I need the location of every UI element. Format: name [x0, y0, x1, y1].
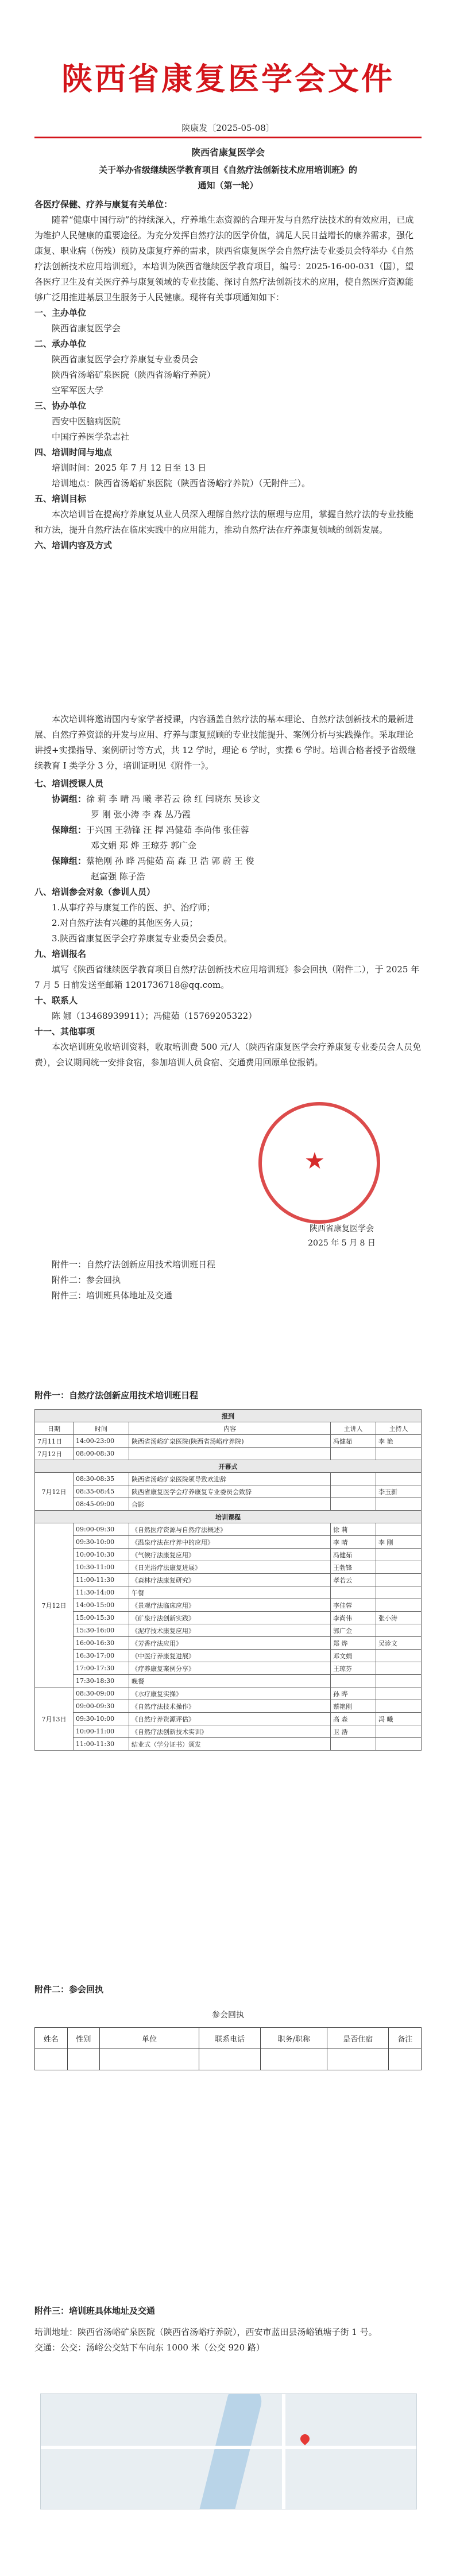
schedule-speaker [331, 1485, 376, 1498]
schedule-host: 冯 曦 [376, 1713, 422, 1725]
table-row [35, 1624, 422, 1637]
table-row [35, 1700, 422, 1713]
schedule-speaker [331, 1586, 376, 1599]
receipt-header: 职务/职称 [261, 2028, 327, 2049]
map-pin-icon[interactable] [299, 2433, 312, 2446]
schedule-speaker: 孝若云 [331, 1574, 376, 1586]
contact-line: 陈 娜（13468939911）；冯健茹（15769205322） [52, 1011, 257, 1021]
faculty-names: 赵富强 陈子浩 [91, 871, 145, 882]
schedule-time: 09:30-10:00 [74, 1536, 129, 1549]
section-title: 四、培训时间与地点 [34, 447, 113, 457]
table-row [35, 1561, 422, 1574]
faculty-names: 邓文娟 郑 烨 王琼芬 郭广金 [91, 840, 197, 851]
table-row [35, 1687, 422, 1700]
notice-title-line2: 通知（第一轮） [198, 180, 258, 191]
receipt-table [34, 2027, 422, 2070]
schedule-content: 《芳香疗法应用》 [129, 1637, 331, 1650]
schedule-time: 11:00-11:30 [74, 1738, 129, 1751]
table-row [35, 1473, 422, 1485]
receipt-header: 联系电话 [199, 2028, 261, 2049]
table-row [35, 1713, 422, 1725]
table-row [35, 1675, 422, 1687]
schedule-content: 《日光浴疗法康复进展》 [129, 1561, 331, 1574]
schedule-content: 晚餐 [129, 1675, 331, 1687]
schedule-speaker: 冯健茹 [331, 1435, 376, 1448]
schedule-time: 14:00-23:00 [74, 1435, 129, 1448]
table-row [35, 1725, 422, 1738]
schedule-speaker: 邓文娟 [331, 1650, 376, 1662]
schedule-time: 09:00-09:30 [74, 1700, 129, 1713]
schedule-time: 14:00-15:00 [74, 1599, 129, 1612]
section-line: 培训地点：陕西省汤峪矿泉医院（陕西省汤峪疗养院）（无附件三）。 [52, 478, 311, 488]
schedule-speaker: 徐 莉 [331, 1523, 376, 1536]
schedule-speaker [331, 1473, 376, 1485]
schedule-host [376, 1549, 422, 1561]
schedule-speaker: 郭广金 [331, 1624, 376, 1637]
fee-paragraph: 填写《陕西省继续医学教育项目自然疗法创新技术应用培训班》参会回执（附件二），于 2025 年 7 月 5 日前发送至邮箱 1201736718@qq.com。 [34, 964, 420, 990]
sign-org: 陕西省康复医学会 [310, 1224, 374, 1233]
faculty-names: 于兴国 王勃锋 汪 捍 冯健茹 李尚伟 张佳蓉 [86, 825, 249, 835]
section-title: 五、培训目标 [34, 494, 87, 504]
faculty-names: 蔡艳刚 孙 晔 冯健茹 高 森 卫 浩 郭 蔚 王 俊 [86, 856, 254, 866]
section-line: 西安中医脑病医院 [52, 416, 121, 426]
schedule-speaker: 李 晴 [331, 1536, 376, 1549]
faculty-list [34, 792, 422, 884]
schedule-content: 陕西省汤峪矿泉医院领导致欢迎辞 [129, 1473, 331, 1485]
attachment-item: 附件三：培训班具体地址及交通 [52, 1290, 173, 1301]
schedule-time: 09:30-10:00 [74, 1713, 129, 1725]
receipt-row [35, 2049, 422, 2070]
schedule-time: 08:45-09:00 [74, 1498, 129, 1511]
notice-body-part2 [34, 712, 422, 1070]
receipt-cell-gender[interactable] [67, 2049, 100, 2070]
table-row [35, 1498, 422, 1511]
faculty-title: 七、培训授课人员 [34, 778, 104, 789]
schedule-date: 7月12日 [35, 1473, 74, 1511]
schedule-time: 08:30-09:00 [74, 1687, 129, 1700]
schedule-content: 午餐 [129, 1586, 331, 1599]
receipt-header: 单位 [100, 2028, 199, 2049]
section-line: 培训时间：2025 年 7 月 12 日至 13 日 [52, 463, 207, 473]
seal-star-icon: ★ [304, 1148, 325, 1174]
schedule-host: 李玉新 [376, 1485, 422, 1498]
schedule-content [129, 1448, 331, 1460]
schedule-time: 09:00-09:30 [74, 1523, 129, 1536]
schedule-header: 时间 [74, 1422, 129, 1435]
schedule-host [376, 1687, 422, 1700]
notice-intro: 随着“健康中国行动”的持续深入，疗养地生态资源的合理开发与自然疗法技术的有效应用，已成为维护人民健康的重要途径。为充分发挥自然疗法的医学价值，满足人民日益增长的康养需求，强化康复、职业病（伤残）预防及康复疗养的需求，陕西省康复医学会自然疗法专业委员会特举办《自然疗法创新技术应用培训班》，本培训为陕西省继续医学教育项目，编号：2025-16-00-031（国），望各医疗卫生及有关医疗养与康复领域的专业技能、探讨自然疗法创新技术的应用，使自然医疗资源能够广泛用推进基层卫生服务于人民健康。现将有关事项通知如下： [34, 215, 414, 302]
schedule-host [376, 1650, 422, 1662]
traffic-body [34, 2325, 422, 2356]
schedule-host [376, 1498, 422, 1511]
schedule-speaker [331, 1738, 376, 1751]
schedule-time: 08:30-08:35 [74, 1473, 129, 1485]
scope-line: 3.陕西省康复医学会疗养康复专业委员会委员。 [52, 933, 233, 944]
scope-title: 八、培训参会对象（参训人员） [34, 887, 156, 897]
faculty-role: 保障组： [52, 856, 87, 866]
notice-body [34, 145, 422, 553]
schedule-host [376, 1574, 422, 1586]
schedule-host [376, 1473, 422, 1485]
schedule-host [376, 1523, 422, 1536]
schedule-host: 张小涛 [376, 1612, 422, 1624]
schedule-host [376, 1662, 422, 1675]
schedule-content: 《疗养康复案例分享》 [129, 1662, 331, 1675]
schedule-time: 08:00-08:30 [74, 1448, 129, 1460]
schedule-content: 《温泉疗法在疗养中的应用》 [129, 1536, 331, 1549]
section-title: 二、承办单位 [34, 339, 87, 349]
table-row [35, 1435, 422, 1448]
schedule-band: 培训课程 [35, 1511, 422, 1523]
fee-title: 九、培训报名 [34, 949, 87, 959]
table-row [35, 1662, 422, 1675]
section-line: 本次培训旨在提高疗养康复从业人员深入理解自然疗法的原理与应用，掌握自然疗法的专业技能和方法，提升自然疗法在临床实践中的应用能力，推动自然疗法在疗养康复领域的创新发展。 [34, 509, 414, 535]
receipt-cell-title[interactable] [261, 2049, 327, 2070]
map-road [282, 2394, 285, 2509]
sign-date: 2025 年 5 月 8 日 [308, 1239, 376, 1248]
schedule-speaker [331, 1675, 376, 1687]
scope-line: 2.对自然疗法有兴趣的其他医务人员； [52, 918, 198, 928]
schedule-time: 16:00-16:30 [74, 1637, 129, 1650]
table-row [35, 1549, 422, 1561]
attachment-item: 附件二：参会回执 [52, 1275, 121, 1285]
schedule-content: 《泥疗技术康复应用》 [129, 1624, 331, 1637]
schedule-speaker: 郑 烨 [331, 1637, 376, 1650]
other-title: 十一、其他事项 [34, 1026, 95, 1037]
scope-line: 1.从事疗养与康复工作的医、护、治疗师； [52, 902, 215, 913]
schedule-content: 《自然医疗资源与自然疗法概述》 [129, 1523, 331, 1536]
schedule-host: 吴诊文 [376, 1637, 422, 1650]
section-line: 中国疗养医学杂志社 [52, 432, 130, 442]
header-divider [34, 137, 422, 138]
schedule-speaker: 孙 晔 [331, 1687, 376, 1700]
schedule-host [376, 1599, 422, 1612]
schedule-speaker: 王琼芬 [331, 1662, 376, 1675]
table-row [35, 1650, 422, 1662]
receipt-title: 附件二：参会回执 [34, 1984, 104, 1995]
schedule-content: 《景观疗法临床应用》 [129, 1599, 331, 1612]
schedule-time: 15:00-15:30 [74, 1612, 129, 1624]
schedule-host [376, 1586, 422, 1599]
schedule-time: 10:30-11:00 [74, 1561, 129, 1574]
table-row [35, 1536, 422, 1549]
section-title: 一、主办单位 [34, 308, 87, 318]
schedule-date: 7月12日 [35, 1448, 74, 1460]
section-title: 六、培训内容及方式 [34, 540, 113, 550]
schedule-speaker: 李尚伟 [331, 1612, 376, 1624]
schedule-speaker: 冯健茹 [331, 1549, 376, 1561]
traffic-title: 附件三：培训班具体地址及交通 [34, 2306, 156, 2316]
table-row [35, 1586, 422, 1599]
schedule-time: 08:35-08:45 [74, 1485, 129, 1498]
schedule-speaker: 高 森 [331, 1713, 376, 1725]
section-line: 陕西省康复医学会 [52, 323, 121, 333]
content-paragraph: 本次培训将邀请国内专家学者授课，内容涵盖自然疗法的基本理论、自然疗法创新技术的最新进展、自然疗养资源的开发与应用、疗养与康复照顾的专业技能提升、案例分析与实践操作。采取理论讲授+实操指导、案例研讨等方式，共 12 学时，理论 6 学时，实操 6 学时。培训合格者授予省级继续教育 I 类学分 3 分，培训证明见《附件一》。 [34, 714, 416, 771]
table-row [35, 1574, 422, 1586]
schedule-time: 10:00-11:00 [74, 1725, 129, 1738]
faculty-role: 保障组： [52, 825, 87, 835]
faculty-names: 罗 刚 张小涛 李 森 丛乃霞 [91, 809, 191, 820]
table-row [35, 1485, 422, 1498]
faculty-names: 徐 莉 李 晴 冯 曦 孝若云 徐 红 闫晓东 吴诊文 [86, 794, 260, 804]
schedule-host: 李 艳 [376, 1435, 422, 1448]
schedule-time: 15:30-16:00 [74, 1624, 129, 1637]
schedule-host [376, 1675, 422, 1687]
schedule-band: 开幕式 [35, 1460, 422, 1473]
traffic-address: 培训地址：陕西省汤峪矿泉医院（陕西省汤峪疗养院），西安市蓝田县汤峪镇塘子街 1 号。 [34, 2327, 377, 2337]
schedule-content: 陕西省汤峪矿泉医院(陕西省汤峪疗养院) [129, 1435, 331, 1448]
schedule-speaker [331, 1448, 376, 1460]
receipt-cell-phone[interactable] [199, 2049, 261, 2070]
schedule-title: 附件一：自然疗法创新应用技术培训班日程 [34, 1390, 199, 1400]
schedule-date: 7月11日 [35, 1435, 74, 1448]
schedule-content: 《自然疗法技术操作》 [129, 1700, 331, 1713]
schedule-host [376, 1738, 422, 1751]
table-row [35, 1599, 422, 1612]
other-paragraph: 本次培训班免收培训资料，收取培训费 500 元/人（陕西省康复医学会疗养康复专业委员会人员免费），会议期间统一安排食宿，参加培训人员食宿、交通费用回原单位报销。 [34, 1042, 422, 1068]
schedule-time: 17:30-18:30 [74, 1675, 129, 1687]
schedule-content: 《矿泉疗法创新实践》 [129, 1612, 331, 1624]
receipt-header: 备注 [389, 2028, 422, 2049]
schedule-host [376, 1448, 422, 1460]
schedule-host [376, 1725, 422, 1738]
map-road [41, 2446, 416, 2449]
schedule-time: 10:00-10:30 [74, 1549, 129, 1561]
schedule-date: 7月12日 [35, 1523, 74, 1687]
schedule-header: 日期 [35, 1422, 74, 1435]
schedule-date: 7月13日 [35, 1687, 74, 1751]
schedule-time: 17:00-17:30 [74, 1662, 129, 1675]
receipt-cell-lodging[interactable] [327, 2049, 389, 2070]
table-row [35, 1448, 422, 1460]
table-row [35, 1612, 422, 1624]
location-map[interactable] [40, 2393, 417, 2509]
schedule-header: 主持人 [376, 1422, 422, 1435]
schedule-content: 《气候疗法康复应用》 [129, 1549, 331, 1561]
notice-sections [34, 305, 422, 553]
table-row [35, 1738, 422, 1751]
schedule-content: 《森林疗法康复研究》 [129, 1574, 331, 1586]
schedule-host [376, 1624, 422, 1637]
table-row [35, 1523, 422, 1536]
section-line: 空军军医大学 [52, 385, 104, 395]
receipt-header: 是否住宿 [327, 2028, 389, 2049]
schedule-host: 李 刚 [376, 1536, 422, 1549]
schedule-content: 陕西省康复医学会疗养康复专业委员会致辞 [129, 1485, 331, 1498]
schedule-band: 报到 [35, 1410, 422, 1422]
schedule-content: 合影 [129, 1498, 331, 1511]
document-header-title: 陕西省康复医学会文件 [61, 60, 395, 97]
schedule-table [34, 1409, 422, 1751]
schedule-content: 《中医疗养康复进展》 [129, 1650, 331, 1662]
notice-org: 陕西省康复医学会 [191, 147, 265, 158]
schedule-time: 16:30-17:00 [74, 1650, 129, 1662]
receipt-cell-name[interactable] [35, 2049, 68, 2070]
notice-title-line1: 关于举办省级继续医学教育项目《自然疗法创新技术应用培训班》的 [98, 165, 357, 175]
map-river [195, 2393, 265, 2509]
schedule-content: 结业式（学分证书）颁发 [129, 1738, 331, 1751]
schedule-header: 内容 [129, 1422, 331, 1435]
schedule-speaker: 李佳蓉 [331, 1599, 376, 1612]
receipt-header: 姓名 [35, 2028, 68, 2049]
schedule-speaker: 王勃锋 [331, 1561, 376, 1574]
schedule-speaker: 蔡艳刚 [331, 1700, 376, 1713]
schedule-host [376, 1561, 422, 1574]
receipt-cell-org[interactable] [100, 2049, 199, 2070]
schedule-host [376, 1700, 422, 1713]
schedule-header: 主讲人 [331, 1422, 376, 1435]
notice-salutation: 各医疗保健、疗养与康复有关单位： [34, 199, 173, 210]
section-line: 陕西省康复医学会疗养康复专业委员会 [52, 354, 199, 364]
receipt-subtitle: 参会回执 [212, 2011, 244, 2020]
attachments-list [34, 1257, 422, 1303]
receipt-cell-note[interactable] [389, 2049, 422, 2070]
schedule-time: 11:00-11:30 [74, 1574, 129, 1586]
document-number: 陕康发〔2025-05-08〕 [181, 123, 275, 133]
schedule-content: 《水疗康复实操》 [129, 1687, 331, 1700]
table-row [35, 1637, 422, 1650]
traffic-route: 交通：公交：汤峪公交站下车向东 1000 米（公交 920 路） [34, 2342, 265, 2353]
receipt-header: 性别 [67, 2028, 100, 2049]
section-line: 陕西省汤峪矿泉医院（陕西省汤峪疗养院） [52, 370, 216, 380]
attachment-item: 附件一：自然疗法创新应用技术培训班日程 [52, 1259, 216, 1270]
section-title: 三、协办单位 [34, 401, 87, 411]
schedule-content: 《自然疗法创新技术实训》 [129, 1725, 331, 1738]
schedule-speaker: 卫 浩 [331, 1725, 376, 1738]
schedule-speaker [331, 1498, 376, 1511]
schedule-content: 《自然疗养资源评估》 [129, 1713, 331, 1725]
contact-title: 十、联系人 [34, 995, 78, 1006]
faculty-role: 协调组： [52, 794, 87, 804]
schedule-time: 11:30-14:00 [74, 1586, 129, 1599]
